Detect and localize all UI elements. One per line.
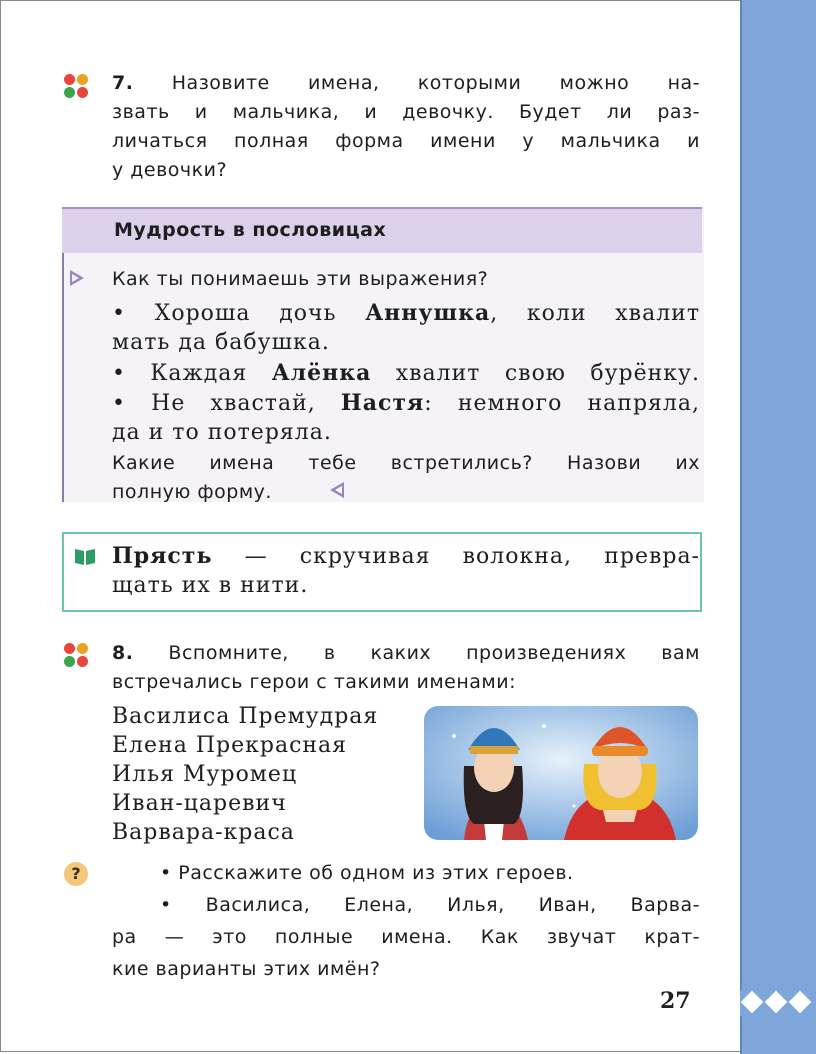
proverbs-followup-2: полную форму. [112,481,272,503]
side-ornament [740,990,816,1016]
proverbs-title: Мудрость в пословицах [114,219,387,241]
book-icon [74,546,96,566]
proverbs-followup-1: Какие имена тебе встретились? Назови их [112,452,700,474]
question-line-1: • Расскажите об одном из этих героев. [160,862,574,884]
task8-line-2: встречались герои с такими именами: [112,671,517,693]
question-icon: ? [64,862,88,886]
page-number: 27 [660,988,691,1014]
task7-line-3: личаться полная форма имени у мальчика и [112,130,700,152]
question-line-4: кие варианты этих имён? [112,958,381,980]
heroes-illustration [424,706,698,840]
task7-line-4: у девочки? [112,159,228,181]
proverb-line-5: да и то потеряла. [112,420,332,445]
task7-line-2: звать и мальчика, и девочку. Будет ли раз- [112,101,700,123]
proverb-line-2: мать да бабушка. [112,330,330,355]
task7-line-1: 7. Назовите имена, которыми можно на- [112,72,700,94]
name-annushka: Аннушка [365,300,491,326]
question-line-3: ра — это полные имена. Как звучат крат- [112,926,700,948]
task7-number: 7. [112,72,134,94]
hero-name: Василиса Премудрая [112,704,379,729]
proverbs-question: Как ты понимаешь эти выражения? [112,268,489,290]
task-dots-icon [64,74,90,100]
task8-line-1: 8. Вспомните, в каких произведениях вам [112,642,700,664]
proverb-line-3: • Каждая Алёнка хвалит свою бурёнку. [112,360,700,386]
arrow-open-icon [70,270,84,286]
definition-term: Прясть [112,543,213,569]
hero-name: Иван-царевич [112,791,287,816]
task-dots-icon [64,643,90,669]
definition-line-1: Прясть — скручивая волокна, превра- [112,543,700,569]
side-band [740,0,816,1054]
hero-name: Елена Прекрасная [112,733,348,758]
hero-name: Илья Муромец [112,762,298,787]
arrow-close-icon [330,482,344,498]
question-line-2: • Василиса, Елена, Илья, Иван, Варва- [160,894,700,916]
definition-line-2: щать их в нити. [112,573,309,598]
hero-name: Варвара-краса [112,820,295,845]
name-alyonka: Алёнка [271,360,372,386]
task8-number: 8. [112,642,134,664]
proverb-line-1: • Хороша дочь Аннушка, коли хвалит [112,300,700,326]
proverb-line-4: • Не хвастай, Настя: немного напряла, [112,390,700,416]
name-nastya: Настя [340,390,425,416]
